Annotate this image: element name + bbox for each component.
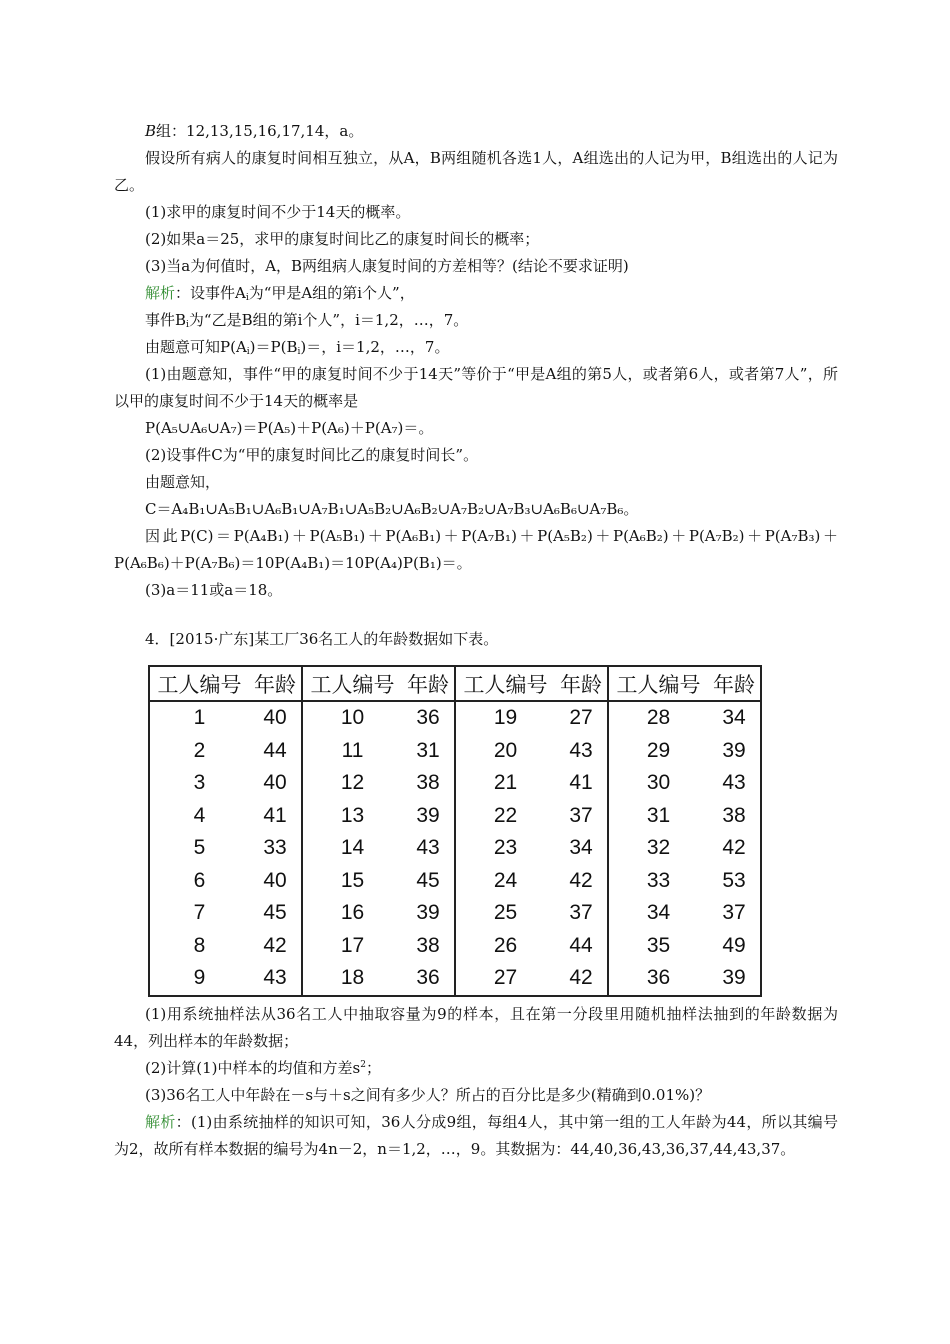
worker-id-cell: 24 [493, 868, 518, 892]
solution-2-events: C＝A₄B₁∪A₅B₁∪A₆B₁∪A₇B₁∪A₅B₂∪A₆B₂∪A₇B₂∪A₇B₃∪A₆B₆∪A₇B₆。 [145, 500, 639, 518]
age-cell: 34 [722, 706, 746, 730]
age-cell: 43 [249, 962, 302, 996]
header-age: 年龄 [555, 666, 608, 701]
worker-id-cell: 29 [646, 738, 671, 762]
worker-id-cell: 30 [646, 771, 671, 795]
worker-id-cell: 19 [493, 706, 518, 730]
p4-analysis-1: 解析：(1)由系统抽样的知识可知，36人分成9组，每组4人，其中第一组的工人年龄为44，所以其编号为2，故所有样本数据的编号为4n－2，n＝1,2，…，9。其数据为：44,40,36,43,36,37,44,43,37。 [114, 1112, 838, 1158]
worker-id-cell: 28 [646, 706, 671, 730]
worker-id-cell: 14 [340, 836, 365, 860]
question-2: (2)如果a＝25，求甲的康复时间比乙的康复时间长的概率； [145, 230, 540, 248]
age-cell: 49 [722, 933, 746, 957]
worker-id-cell: 16 [340, 901, 365, 925]
worker-id-cell: 25 [493, 901, 518, 925]
age-cell: 38 [402, 930, 455, 963]
worker-id-cell: 36 [646, 966, 671, 990]
age-cell: 38 [402, 767, 455, 800]
age-cell: 44 [555, 930, 608, 963]
age-cell: 42 [555, 865, 608, 898]
worker-age-table [148, 665, 762, 997]
age-cell: 40 [249, 865, 302, 898]
age-cell: 42 [722, 836, 746, 860]
assumption-text: 假设所有病人的康复时间相互独立，从A，B两组随机各选1人，A组选出的人记为甲，B组选出的人记为乙。 [114, 149, 838, 194]
worker-id-cell: 35 [646, 933, 671, 957]
table-row [149, 767, 761, 800]
table-row [149, 800, 761, 833]
question-1: (1)求甲的康复时间不少于14天的概率。 [145, 203, 411, 221]
analysis-label: 解析 [145, 284, 176, 302]
solution-2-intro: 由题意知， [145, 473, 221, 491]
worker-id-cell: 9 [193, 966, 206, 990]
age-cell: 34 [555, 832, 608, 865]
age-cell: 37 [722, 901, 746, 925]
age-cell: 40 [249, 767, 302, 800]
age-cell: 36 [402, 962, 455, 996]
p4-question-2: (2)计算(1)中样本的均值和方差$s^2$； [145, 1058, 381, 1077]
table-row [149, 897, 761, 930]
age-cell: 44 [249, 735, 302, 768]
worker-id-cell: 3 [193, 771, 206, 795]
table-row [149, 832, 761, 865]
analysis-line-1: 解析：设事件$A_i$为“甲是A组的第i个人”， [145, 284, 415, 303]
table-row [149, 962, 761, 996]
p4-question-3: (3)36名工人中年龄在－s与＋s之间有多少人？所占的百分比是多少(精确到0.01%)？ [145, 1085, 711, 1104]
solution-2-probability: 因此P(C)＝P(A₄B₁)＋P(A₅B₁)＋P(A₆B₁)＋P(A₇B₁)＋P(A₅B₂)＋P(A₆B₂)＋P(A₇B₂)＋P(A₇B₃)＋P(A₆B₆)＋P(A₇B₆)＝10P(A₄B₁)＝10P(A₄)P(B₁)＝。 [114, 527, 838, 572]
age-cell: 37 [555, 800, 608, 833]
age-cell: 27 [555, 701, 608, 735]
age-cell: 43 [555, 735, 608, 768]
header-worker-id: 工人编号 [149, 666, 249, 701]
worker-id-cell: 15 [340, 868, 365, 892]
age-cell: 31 [402, 735, 455, 768]
b-group-line: B组：12,13,15,16,17,14，a。 [145, 122, 364, 140]
worker-id-cell: 21 [493, 771, 518, 795]
header-age: 年龄 [249, 666, 302, 701]
age-cell: 37 [555, 897, 608, 930]
solution-2: (2)设事件C为“甲的康复时间比乙的康复时间长”。 [145, 446, 479, 464]
worker-id-cell: 32 [646, 836, 671, 860]
worker-id-cell: 33 [646, 868, 671, 892]
age-cell: 41 [249, 800, 302, 833]
worker-id-cell: 22 [493, 803, 518, 827]
age-cell: 39 [722, 966, 746, 990]
worker-id-cell: 26 [493, 933, 518, 957]
age-cell: 36 [402, 701, 455, 735]
age-cell: 53 [722, 868, 746, 892]
age-cell: 39 [722, 738, 746, 762]
age-cell: 43 [402, 832, 455, 865]
worker-id-cell: 20 [493, 738, 518, 762]
worker-id-cell: 6 [193, 868, 206, 892]
age-cell: 39 [402, 897, 455, 930]
worker-id-cell: 10 [340, 706, 365, 730]
analysis-line-2: 事件$B_i$为“乙是B组的第i个人”，i＝1,2，…，7。 [145, 311, 469, 330]
worker-id-cell: 27 [493, 966, 518, 990]
age-cell: 41 [555, 767, 608, 800]
age-cell: 38 [722, 803, 746, 827]
p4-question-1: (1)用系统抽样法从36名工人中抽取容量为9的样本，且在第一分段里用随机抽样法抽到的年龄数据为44，列出样本的年龄数据； [114, 1004, 838, 1050]
header-worker-id: 工人编号 [608, 666, 708, 701]
worker-id-cell: 18 [340, 966, 365, 990]
worker-id-cell: 13 [340, 803, 365, 827]
worker-id-cell: 1 [193, 706, 206, 730]
solution-3: (3)a＝11或a＝18。 [145, 581, 283, 599]
analysis-label: 解析 [145, 1112, 176, 1131]
worker-id-cell: 11 [341, 738, 364, 762]
age-cell: 40 [249, 701, 302, 735]
worker-id-cell: 17 [340, 933, 365, 957]
table-row [149, 735, 761, 768]
age-cell: 39 [402, 800, 455, 833]
header-age: 年龄 [402, 666, 455, 701]
header-worker-id: 工人编号 [302, 666, 402, 701]
header-worker-id: 工人编号 [455, 666, 555, 701]
problem-4-title: 4．[2015·广东]某工厂36名工人的年龄数据如下表。 [145, 630, 499, 648]
worker-id-cell: 5 [193, 836, 206, 860]
worker-id-cell: 2 [193, 738, 206, 762]
worker-id-cell: 8 [193, 933, 206, 957]
table-row [149, 701, 761, 735]
worker-id-cell: 7 [193, 901, 206, 925]
worker-id-cell: 34 [646, 901, 671, 925]
document-page [114, 118, 838, 1163]
age-cell: 33 [249, 832, 302, 865]
worker-id-cell: 23 [493, 836, 518, 860]
age-cell: 45 [402, 865, 455, 898]
solution-1-formula: P(A₅∪A₆∪A₇)＝P(A₅)＋P(A₆)＋P(A₇)＝。 [145, 419, 434, 437]
table-header-row [149, 666, 761, 701]
header-age: 年龄 [708, 666, 761, 701]
table-row [149, 930, 761, 963]
age-cell: 43 [722, 771, 746, 795]
table-body [149, 701, 761, 996]
table-row [149, 865, 761, 898]
solution-1: (1)由题意知，事件“甲的康复时间不少于14天”等价于“甲是A组的第5人，或者第6人，或者第7人”，所以甲的康复时间不少于14天的概率是 [114, 365, 838, 410]
age-cell: 42 [249, 930, 302, 963]
worker-id-cell: 4 [193, 803, 206, 827]
analysis-line-3: 由题意可知$P(A_i)=P(B_i)=$，i＝1,2，…，7。 [145, 338, 450, 357]
worker-id-cell: 31 [646, 803, 671, 827]
age-cell: 42 [555, 962, 608, 996]
question-3: (3)当a为何值时，A，B两组病人康复时间的方差相等？(结论不要求证明) [145, 257, 629, 275]
age-cell: 45 [249, 897, 302, 930]
worker-id-cell: 12 [340, 771, 365, 795]
